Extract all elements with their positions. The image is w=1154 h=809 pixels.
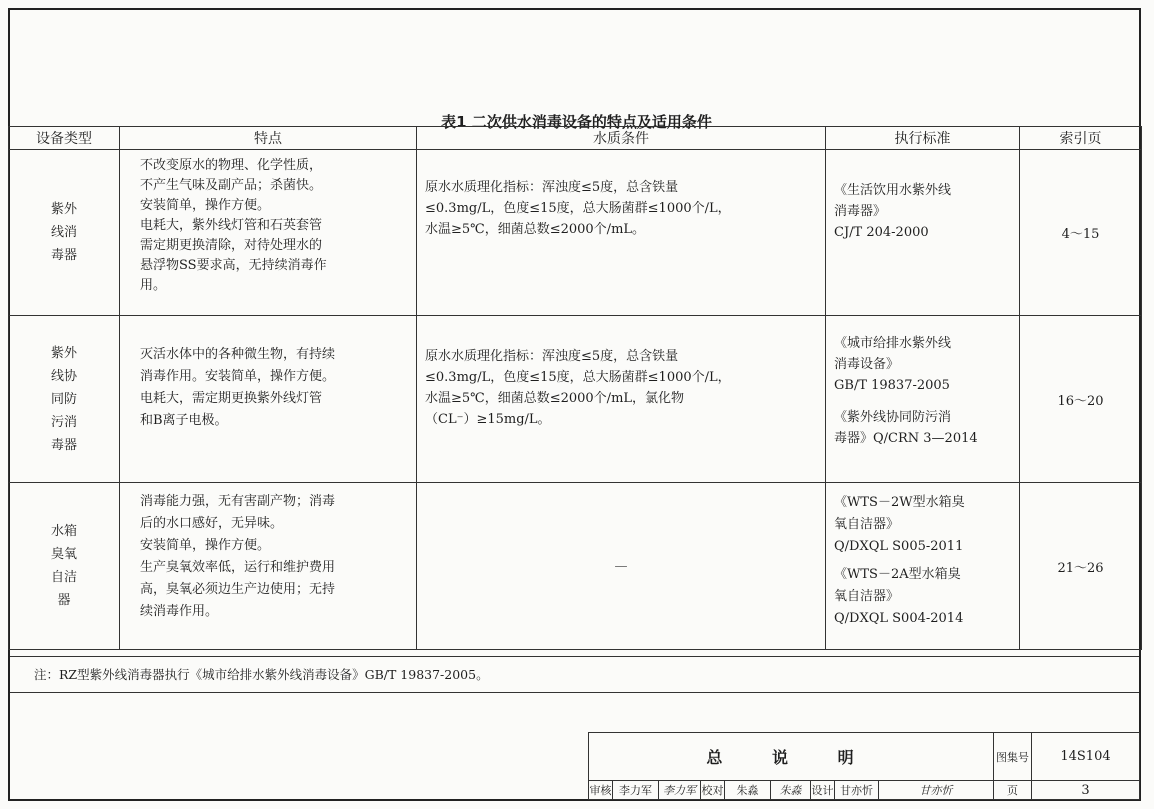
drawing-title: 总 说 明 xyxy=(589,733,994,781)
header-water: 水质条件 xyxy=(417,127,826,150)
atlas-number: 14S104 xyxy=(1032,733,1140,781)
row2-standard: 《城市给排水紫外线 消毒设备》 GB/T 19837-2005 《紫外线协同防污消 毒器》Q/CRN 3—2014 xyxy=(826,316,1020,483)
table-header-row xyxy=(9,127,1142,150)
row3-features: 消毒能力强，无有害副产物；消毒 后的水口感好，无异味。 安装简单，操作方便。 生产臭氧效率低，运行和维护费用 高，臭氧必须边生产边使用；无持 续消毒作用。 xyxy=(120,483,417,650)
table-row xyxy=(9,483,1142,650)
header-standard: 执行标准 xyxy=(826,127,1020,150)
row2-water: 原水水质理化指标：浑浊度≤5度，总含铁量 ≤0.3mg/L，色度≤15度，总大肠菌群≤1000个/L， 水温≥5℃，细菌总数≤2000个/mL，氯化物 （CL⁻）≥15mg/L。 xyxy=(417,316,826,483)
checker-name: 朱淼 xyxy=(725,781,771,800)
row1-page: 4～15 xyxy=(1020,150,1142,316)
title-block xyxy=(588,732,1140,800)
row1-features: 不改变原水的物理、化学性质， 不产生气味及副产品；杀菌快。 安装简单，操作方便。 电耗大，紫外线灯管和石英套管 需定期更换清除，对待处理水的 悬浮物SS要求高，无持续消毒作 用。 xyxy=(120,150,417,316)
designer-signature: 甘亦忻 xyxy=(879,781,994,800)
check-label: 校对 xyxy=(701,781,725,800)
table-note: 注：RZ型紫外线消毒器执行《城市给排水紫外线消毒设备》GB/T 19837-2005。 xyxy=(10,656,1139,693)
equipment-table xyxy=(8,126,1142,650)
header-page: 索引页 xyxy=(1020,127,1142,150)
row2-features: 灭活水体中的各种微生物，有持续 消毒作用。安装简单，操作方便。 电耗大，需定期更换紫外线灯管 和B离子电极。 xyxy=(120,316,417,483)
row2-type: 紫外线协同防污消毒器 xyxy=(9,316,120,483)
row3-page: 21～26 xyxy=(1020,483,1142,650)
designer-name: 甘亦忻 xyxy=(835,781,879,800)
row2-page: 16～20 xyxy=(1020,316,1142,483)
table-title: 表1 二次供水消毒设备的特点及适用条件 xyxy=(441,113,712,131)
row3-water xyxy=(417,483,826,650)
table-row xyxy=(9,150,1142,316)
row1-type: 紫外线消毒器 xyxy=(9,150,120,316)
atlas-label: 图集号 xyxy=(994,733,1032,781)
row3-type: 水箱臭氧自洁器 xyxy=(9,483,120,650)
reviewer-name: 李力军 xyxy=(613,781,659,800)
design-label: 设计 xyxy=(811,781,835,800)
header-features: 特点 xyxy=(120,127,417,150)
page-label: 页 xyxy=(994,781,1032,800)
drawing-frame xyxy=(8,8,1141,801)
header-type: 设备类型 xyxy=(9,127,120,150)
table-row xyxy=(9,316,1142,483)
row3-standard: 《WTS－2W型水箱臭 氧自洁器》 Q/DXQL S005-2011 《WTS－2A型水箱臭 氧自洁器》 Q/DXQL S004-2014 xyxy=(826,483,1020,650)
review-label: 审核 xyxy=(589,781,613,800)
page-number: 3 xyxy=(1032,781,1140,800)
reviewer-signature: 李力军 xyxy=(659,781,701,800)
row1-water: 原水水质理化指标：浑浊度≤5度，总含铁量 ≤0.3mg/L，色度≤15度，总大肠菌群≤1000个/L， 水温≥5℃，细菌总数≤2000个/mL。 xyxy=(417,150,826,316)
row1-standard: 《生活饮用水紫外线 消毒器》 CJ/T 204-2000 xyxy=(826,150,1020,316)
checker-signature: 朱淼 xyxy=(771,781,811,800)
empty-dash: — xyxy=(614,558,628,574)
